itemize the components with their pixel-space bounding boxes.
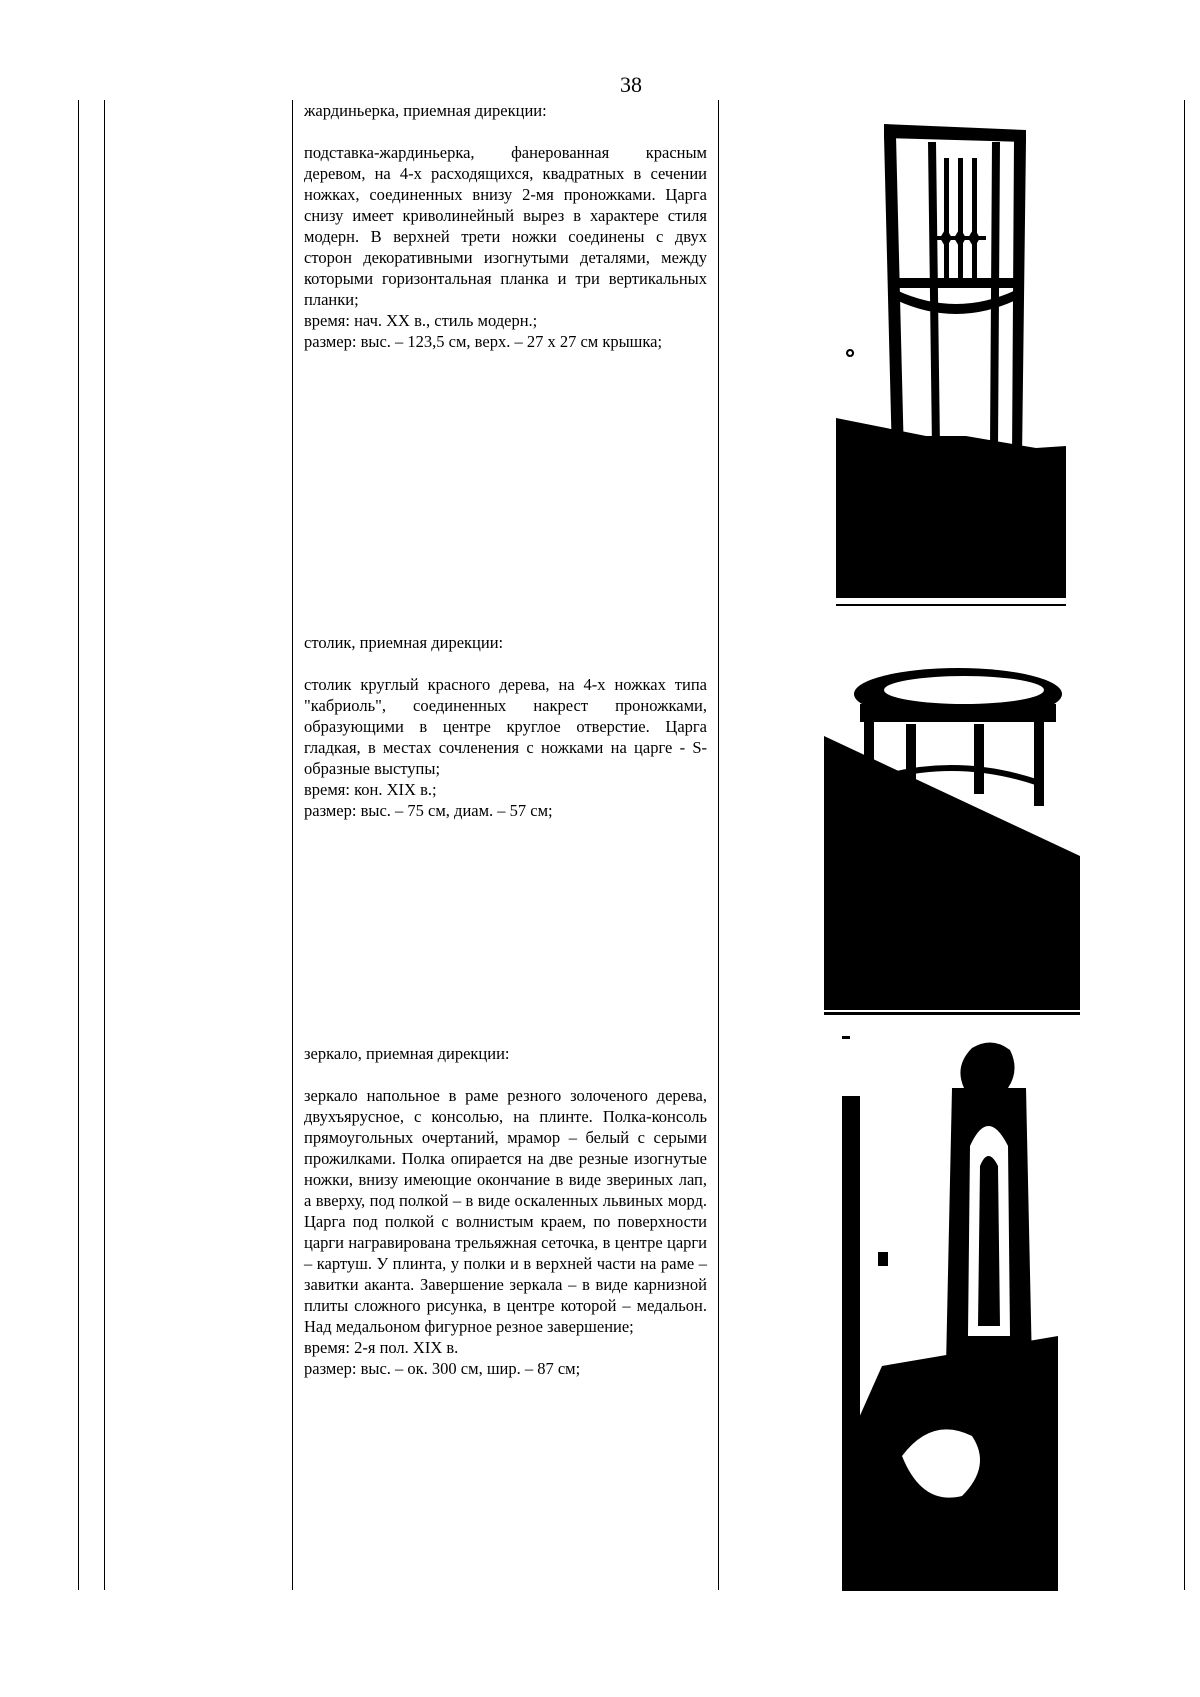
entry-description: зеркало напольное в раме резного золоченого дерева, двухъярусное, с консолью, на плинте. Полка-консоль прямоугольных очертаний, мрамор – белый с серыми прожилками. Полка опирается на две резные изогнутые ножки, внизу имеющие окончание в виде звериных лап, а вверху, под полкой – в виде оскаленных львиных морд. Царга под полкой с волнистым краем, по поверхности царги награвирована трельяжная сеточка, в центре царги – картуш. У плинта, у полки и в верхней части на раме – завитки аканта. Завершение зеркала – в виде карнизной плиты сложного рисунка, в центре которой – медальон. Над медальоном фигурное резное завершение;: [304, 1086, 707, 1336]
catalog-entry-round-table: [304, 632, 707, 821]
plant-stand-photo: [836, 118, 1066, 606]
entry-size: размер: выс. – ок. 300 см, шир. – 87 см;: [304, 1359, 581, 1378]
entry-time: время: кон. XIX в.;: [304, 780, 437, 799]
entry-time: время: нач. XX в., стиль модерн.;: [304, 311, 538, 330]
entry-heading: жардиньерка, приемная дирекции:: [304, 101, 547, 120]
catalog-entry-mirror: [304, 1043, 707, 1379]
table-border-left-inner: [104, 100, 105, 1590]
entry-description: подставка-жардиньерка, фанерованная красным деревом, на 4-х расходящихся, квадратных в сечении ножках, соединенных внизу 2-мя проножками. Царга снизу имеет криволинейный вырез в характере стиля модерн. В верхней трети ножки соединены с двух сторон декоративными изогнутыми деталями, между которыми горизонтальная планка и три вертикальных планки;: [304, 143, 707, 309]
round-table-photo: [824, 660, 1080, 1016]
page-number: 38: [620, 72, 642, 97]
entry-heading: зеркало, приемная дирекции:: [304, 1044, 510, 1063]
entry-time: время: 2-я пол. XIX в.: [304, 1338, 459, 1357]
catalog-entry-plant-stand: [304, 100, 707, 352]
entry-description: столик круглый красного дерева, на 4-х ножках типа "кабриоль", соединенных накрест проножками, образующими в центре круглое отверстие. Царга гладкая, в местах сочленения с ножками на царге - S-образные выступы;: [304, 675, 707, 778]
entry-size: размер: выс. – 123,5 см, верх. – 27 х 27 см крышка;: [304, 332, 663, 351]
column-divider-text-right: [718, 100, 719, 1590]
table-border-right: [1184, 100, 1185, 1590]
column-divider-text-left: [292, 100, 293, 1590]
entry-size: размер: выс. – 75 см, диам. – 57 см;: [304, 801, 553, 820]
table-border-left-outer: [78, 100, 79, 1590]
entry-heading: столик, приемная дирекции:: [304, 633, 504, 652]
mirror-photo: [842, 1036, 1058, 1591]
